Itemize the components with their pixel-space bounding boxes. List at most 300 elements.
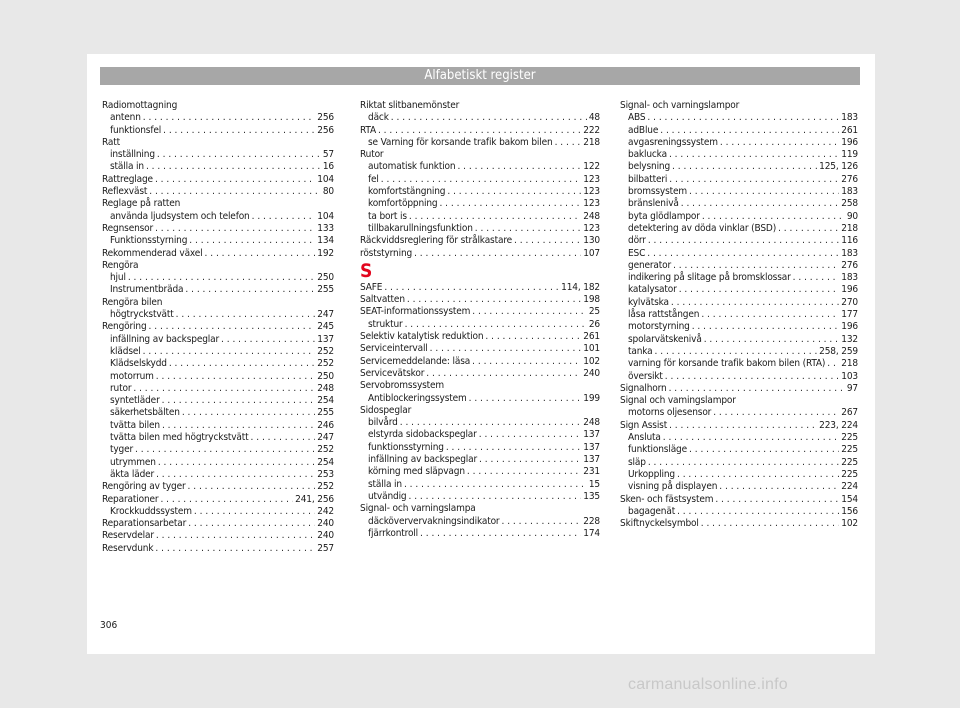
index-entry — [360, 343, 600, 355]
index-entry — [102, 137, 334, 149]
index-entry — [620, 395, 858, 407]
dot-leader — [194, 506, 315, 518]
index-subentry — [620, 321, 858, 333]
dot-leader — [405, 319, 587, 331]
entry-term: Rutor — [360, 149, 384, 161]
entry-term: dörr — [628, 235, 646, 247]
index-entry — [360, 380, 600, 392]
entry-term: ta bort is — [368, 210, 407, 222]
entry-page-ref: 240 — [317, 518, 334, 530]
dot-leader — [689, 186, 839, 198]
index-entry — [360, 368, 600, 380]
dot-leader — [660, 125, 839, 137]
entry-page-ref: 248 — [583, 210, 600, 222]
index-entry — [360, 125, 600, 137]
index-subentry — [360, 417, 600, 429]
entry-page-ref: 137 — [583, 429, 600, 441]
dot-leader — [671, 297, 839, 309]
index-entry — [102, 248, 334, 260]
dot-leader — [185, 284, 315, 296]
index-entry — [360, 405, 600, 417]
index-subentry — [102, 235, 334, 247]
dot-leader — [679, 284, 840, 296]
entry-term: katalysator — [628, 284, 677, 296]
dot-leader — [681, 198, 840, 210]
entry-term: Reservdunk — [102, 542, 154, 554]
index-entry — [102, 518, 334, 530]
index-subentry — [620, 334, 858, 346]
entry-term: Rengöring av tyger — [102, 481, 186, 493]
entry-page-ref: 225 — [841, 432, 858, 444]
index-entry — [360, 248, 600, 260]
entry-term: däck — [368, 112, 389, 124]
entry-term: Servicemeddelande: läsa — [360, 355, 471, 367]
index-subentry — [620, 186, 858, 198]
dot-leader — [430, 343, 582, 355]
index-subentry — [102, 284, 334, 296]
entry-term: RTA — [360, 124, 376, 136]
index-subentry — [102, 432, 334, 444]
index-entry — [620, 494, 858, 506]
dot-leader — [156, 530, 315, 542]
entry-page-ref: 183 — [841, 186, 858, 198]
entry-term: motorstyrning — [628, 321, 690, 333]
entry-term: Instrumentbräda — [110, 284, 184, 296]
entry-page-ref: 247 — [317, 432, 334, 444]
entry-term: låsa rattstången — [628, 309, 700, 321]
dot-leader — [457, 161, 581, 173]
entry-term: infällning av backspeglar — [110, 333, 220, 345]
dot-leader — [475, 223, 582, 235]
dot-leader — [648, 235, 839, 247]
index-column-3 — [620, 100, 858, 530]
dot-leader — [420, 528, 581, 540]
dot-leader — [648, 457, 839, 469]
index-subentry — [360, 528, 600, 540]
entry-term: Funktionsstyrning — [110, 235, 188, 247]
dot-leader — [146, 161, 321, 173]
entry-term: högtryckstvätt — [110, 309, 174, 321]
index-subentry — [360, 198, 600, 210]
index-subentry — [102, 506, 334, 518]
dot-leader — [677, 469, 839, 481]
dot-leader — [409, 491, 582, 503]
dot-leader — [409, 211, 581, 223]
entry-page-ref: 267 — [841, 407, 858, 419]
index-subentry — [620, 297, 858, 309]
entry-page-ref: 261 — [841, 124, 858, 136]
dot-leader — [221, 334, 315, 346]
index-entry — [360, 356, 600, 368]
index-entry — [102, 494, 334, 506]
entry-page-ref: 119 — [841, 149, 858, 161]
dot-leader — [391, 112, 587, 124]
index-entry — [620, 518, 858, 530]
entry-page-ref: 177 — [841, 309, 858, 321]
index-subentry — [620, 235, 858, 247]
entry-page-ref: 130 — [583, 235, 600, 247]
entry-term: indikering på slitage på bromsklossar — [628, 272, 791, 284]
dot-leader — [669, 174, 839, 186]
entry-page-ref: 225 — [841, 456, 858, 468]
entry-page-ref: 25 — [588, 306, 600, 318]
index-entry — [102, 530, 334, 542]
index-entry — [102, 321, 334, 333]
dot-leader — [669, 420, 817, 432]
index-subentry — [102, 420, 334, 432]
entry-page-ref: 103 — [841, 370, 858, 382]
entry-page-ref: 15 — [588, 478, 600, 490]
index-subentry — [102, 346, 334, 358]
dot-leader — [715, 494, 839, 506]
entry-page-ref: 90 — [846, 210, 858, 222]
index-entry — [102, 174, 334, 186]
entry-term: motorrum — [110, 370, 154, 382]
dot-leader — [182, 407, 315, 419]
entry-page-ref: 137 — [583, 454, 600, 466]
index-subentry — [620, 198, 858, 210]
index-entry — [360, 149, 600, 161]
entry-term: Reservdelar — [102, 530, 154, 542]
entry-term: bagagenät — [628, 505, 676, 517]
entry-term: motorns oljesensor — [628, 407, 712, 419]
entry-term: Räckviddsreglering för strålkastare — [360, 235, 513, 247]
entry-page-ref: 137 — [583, 441, 600, 453]
dot-leader — [169, 358, 315, 370]
index-subentry — [360, 491, 600, 503]
index-subentry — [620, 125, 858, 137]
dot-leader — [702, 211, 845, 223]
entry-page-ref: 57 — [322, 149, 334, 161]
entry-term: bilbatteri — [628, 173, 668, 185]
entry-page-ref: 101 — [583, 343, 600, 355]
entry-page-ref: 250 — [317, 272, 334, 284]
dot-leader — [162, 395, 316, 407]
entry-page-ref: 224 — [841, 481, 858, 493]
index-entry — [360, 331, 600, 343]
index-subentry — [102, 371, 334, 383]
entry-term: komfortstängning — [368, 186, 446, 198]
entry-term: bromssystem — [628, 186, 688, 198]
entry-term: Sign Assist — [620, 419, 668, 431]
index-subentry — [620, 260, 858, 272]
index-subentry — [102, 161, 334, 173]
dot-leader — [447, 186, 581, 198]
entry-page-ref: 135 — [583, 490, 600, 502]
index-subentry — [620, 457, 858, 469]
dot-leader — [467, 466, 581, 478]
entry-page-ref: 225 — [841, 444, 858, 456]
index-entry — [620, 383, 858, 395]
entry-page-ref: 218 — [583, 136, 600, 148]
entry-term: klädsel — [110, 345, 141, 357]
entry-term: infällning av backspeglar — [368, 454, 478, 466]
entry-term: Reflexväst — [102, 186, 148, 198]
entry-page-ref: 97 — [846, 382, 858, 394]
entry-term: ställa in — [110, 161, 144, 173]
entry-page-ref: 252 — [317, 444, 334, 456]
index-entry — [620, 420, 858, 432]
entry-term: kylvätska — [628, 296, 669, 308]
index-column-2 — [360, 100, 600, 540]
entry-term: tyger — [110, 444, 134, 456]
entry-page-ref: 254 — [317, 456, 334, 468]
dot-leader — [439, 198, 581, 210]
entry-term: körning med släpvagn — [368, 466, 465, 478]
entry-term: belysning — [628, 161, 671, 173]
dot-leader — [155, 543, 315, 555]
entry-term: tillbakarullningsfunktion — [368, 222, 473, 234]
entry-page-ref: 192 — [317, 247, 334, 259]
entry-page-ref: 116 — [841, 235, 858, 247]
dot-leader — [669, 149, 839, 161]
entry-page-ref: 250 — [317, 370, 334, 382]
entry-term: SAFE — [360, 281, 383, 293]
entry-page-ref: 137 — [317, 333, 334, 345]
dot-leader — [133, 383, 315, 395]
entry-term: översikt — [628, 370, 663, 382]
dot-leader — [251, 432, 316, 444]
index-subentry — [102, 211, 334, 223]
page-header: Alfabetiskt register — [100, 67, 860, 85]
dot-leader — [719, 481, 839, 493]
dot-leader — [479, 429, 582, 441]
entry-page-ref: 183 — [841, 112, 858, 124]
entry-term: Antiblockeringssystem — [368, 392, 467, 404]
dot-leader — [655, 346, 818, 358]
watermark: carmanualsonline.info — [628, 676, 788, 693]
entry-page-ref: 104 — [317, 210, 334, 222]
dot-leader — [701, 518, 840, 530]
dot-leader — [514, 235, 581, 247]
dot-leader — [827, 358, 839, 370]
index-subentry — [620, 174, 858, 186]
entry-page-ref: 26 — [588, 318, 600, 330]
index-subentry — [102, 383, 334, 395]
dot-leader — [160, 494, 293, 506]
entry-term: inställning — [110, 149, 155, 161]
index-subentry — [360, 442, 600, 454]
dot-leader — [701, 309, 839, 321]
index-subentry — [360, 466, 600, 478]
entry-term: Rengöring — [102, 321, 147, 333]
index-subentry — [102, 395, 334, 407]
entry-term: utrymmen — [110, 456, 156, 468]
index-entry — [102, 297, 334, 309]
index-entry — [360, 503, 600, 515]
entry-term: ABS — [628, 112, 646, 124]
dot-leader — [176, 309, 316, 321]
entry-term: detektering av döda vinklar (BSD) — [628, 222, 777, 234]
entry-page-ref: 196 — [841, 284, 858, 296]
dot-leader — [647, 248, 839, 260]
dot-leader — [672, 161, 817, 173]
dot-leader — [426, 368, 581, 380]
entry-term: tvätta bilen med högtryckstvätt — [110, 432, 249, 444]
entry-page-ref: 156 — [841, 505, 858, 517]
entry-page-ref: 256 — [317, 112, 334, 124]
dot-leader — [400, 417, 582, 429]
entry-term: Urkoppling — [628, 468, 675, 480]
entry-term: fjärrkontroll — [368, 527, 419, 539]
dot-leader — [665, 371, 839, 383]
entry-term: Sidospeglar — [360, 404, 412, 416]
dot-leader — [472, 306, 587, 318]
entry-term: automatisk funktion — [368, 161, 456, 173]
dot-leader — [663, 432, 840, 444]
index-subentry — [620, 506, 858, 518]
index-subentry — [620, 469, 858, 481]
entry-term: däcköververvakningsindikator — [368, 515, 500, 527]
index-entry — [360, 100, 600, 112]
dot-leader — [143, 346, 316, 358]
entry-page-ref: 231 — [583, 466, 600, 478]
index-subentry — [620, 371, 858, 383]
entry-page-ref: 258, 259 — [819, 345, 858, 357]
entry-term: säkerhetsbälten — [110, 407, 180, 419]
index-entry — [102, 223, 334, 235]
entry-page-ref: 241, 256 — [295, 493, 334, 505]
index-entry — [102, 198, 334, 210]
index-subentry — [360, 161, 600, 173]
entry-page-ref: 223, 224 — [819, 419, 858, 431]
entry-term: Signal- och varningslampa — [360, 503, 476, 515]
dot-leader — [407, 294, 581, 306]
dot-leader — [163, 125, 315, 137]
entry-term: Serviceintervall — [360, 343, 428, 355]
entry-term: tvätta bilen — [110, 419, 160, 431]
entry-page-ref: 261 — [583, 331, 600, 343]
entry-term: släp — [628, 456, 646, 468]
entry-term: Ansluta — [628, 432, 661, 444]
entry-term: äkta läder — [110, 468, 155, 480]
entry-term: funktionsstyrning — [368, 441, 444, 453]
index-subentry — [620, 309, 858, 321]
dot-leader — [446, 442, 581, 454]
entry-page-ref: 222 — [583, 124, 600, 136]
dot-leader — [157, 149, 321, 161]
index-subentry — [620, 444, 858, 456]
entry-page-ref: 270 — [841, 296, 858, 308]
entry-page-ref: 245 — [317, 321, 334, 333]
entry-term: funktionsläge — [628, 444, 688, 456]
index-entry — [360, 282, 600, 294]
dot-leader — [647, 112, 839, 124]
entry-term: Sken- och fästsystem — [620, 493, 714, 505]
entry-term: ställa in — [368, 478, 402, 490]
entry-term: tanka — [628, 345, 653, 357]
dot-leader — [720, 137, 839, 149]
index-subentry — [102, 125, 334, 137]
entry-term: Saltvatten — [360, 294, 405, 306]
entry-page-ref: 183 — [841, 272, 858, 284]
entry-page-ref: 123 — [583, 198, 600, 210]
index-subentry — [360, 319, 600, 331]
entry-term: syntetläder — [110, 395, 160, 407]
entry-page-ref: 240 — [583, 367, 600, 379]
index-subentry — [620, 137, 858, 149]
entry-term: Selektiv katalytisk reduktion — [360, 331, 484, 343]
dot-leader — [149, 321, 316, 333]
entry-term: SEAT-informationssystem — [360, 306, 471, 318]
entry-term: Klädselskydd — [110, 358, 167, 370]
entry-page-ref: 240 — [317, 530, 334, 542]
index-subentry — [620, 149, 858, 161]
entry-term: komfortöppning — [368, 198, 438, 210]
entry-page-ref: 242 — [317, 505, 334, 517]
index-subentry — [102, 444, 334, 456]
dot-leader — [158, 457, 315, 469]
index-subentry — [102, 149, 334, 161]
entry-page-ref: 276 — [841, 173, 858, 185]
dot-leader — [381, 174, 582, 186]
entry-page-ref: 228 — [583, 515, 600, 527]
index-subentry — [102, 358, 334, 370]
entry-page-ref: 252 — [317, 358, 334, 370]
index-entry — [102, 481, 334, 493]
entry-term: spolarvätskenivå — [628, 333, 702, 345]
page-number: 306 — [100, 620, 118, 631]
entry-term: Riktat slitbanemönster — [360, 100, 460, 111]
dot-leader — [128, 272, 315, 284]
entry-page-ref: 276 — [841, 259, 858, 271]
entry-page-ref: 123 — [583, 173, 600, 185]
entry-term: generator — [628, 259, 672, 271]
entry-page-ref: 134 — [317, 235, 334, 247]
index-entry — [102, 543, 334, 555]
dot-leader — [485, 331, 581, 343]
entry-page-ref: 248 — [583, 417, 600, 429]
index-subentry — [620, 211, 858, 223]
dot-leader — [135, 444, 315, 456]
dot-leader — [479, 454, 581, 466]
entry-page-ref: 199 — [583, 392, 600, 404]
dot-leader — [155, 174, 315, 186]
entry-page-ref: 256 — [317, 124, 334, 136]
index-subentry — [102, 272, 334, 284]
entry-term: använda ljudsystem och telefon — [110, 210, 250, 222]
index-subentry — [620, 432, 858, 444]
dot-leader — [692, 321, 840, 333]
dot-leader — [188, 481, 316, 493]
index-subentry — [360, 186, 600, 198]
index-subentry — [360, 137, 600, 149]
index-subentry — [102, 334, 334, 346]
entry-page-ref: 102 — [841, 518, 858, 530]
entry-page-ref: 253 — [317, 468, 334, 480]
entry-page-ref: 225 — [841, 468, 858, 480]
dot-leader — [469, 393, 582, 405]
dot-leader — [793, 272, 840, 284]
index-subentry — [360, 211, 600, 223]
entry-term: Krockkuddssystem — [110, 505, 192, 517]
entry-term: funktionsfel — [110, 124, 162, 136]
entry-term: röststyrning — [360, 247, 413, 259]
index-subentry — [102, 407, 334, 419]
entry-page-ref: 133 — [317, 222, 334, 234]
index-entry — [360, 306, 600, 318]
entry-page-ref: 123 — [583, 222, 600, 234]
index-subentry — [102, 457, 334, 469]
entry-term: Reglage på ratten — [102, 198, 181, 210]
entry-page-ref: 122 — [583, 161, 600, 173]
index-subentry — [360, 393, 600, 405]
index-subentry — [620, 223, 858, 235]
index-subentry — [102, 112, 334, 124]
entry-page-ref: 196 — [841, 136, 858, 148]
entry-term: Signal och vamingslampor — [620, 395, 736, 407]
entry-term: Rekommenderad växel — [102, 247, 203, 259]
